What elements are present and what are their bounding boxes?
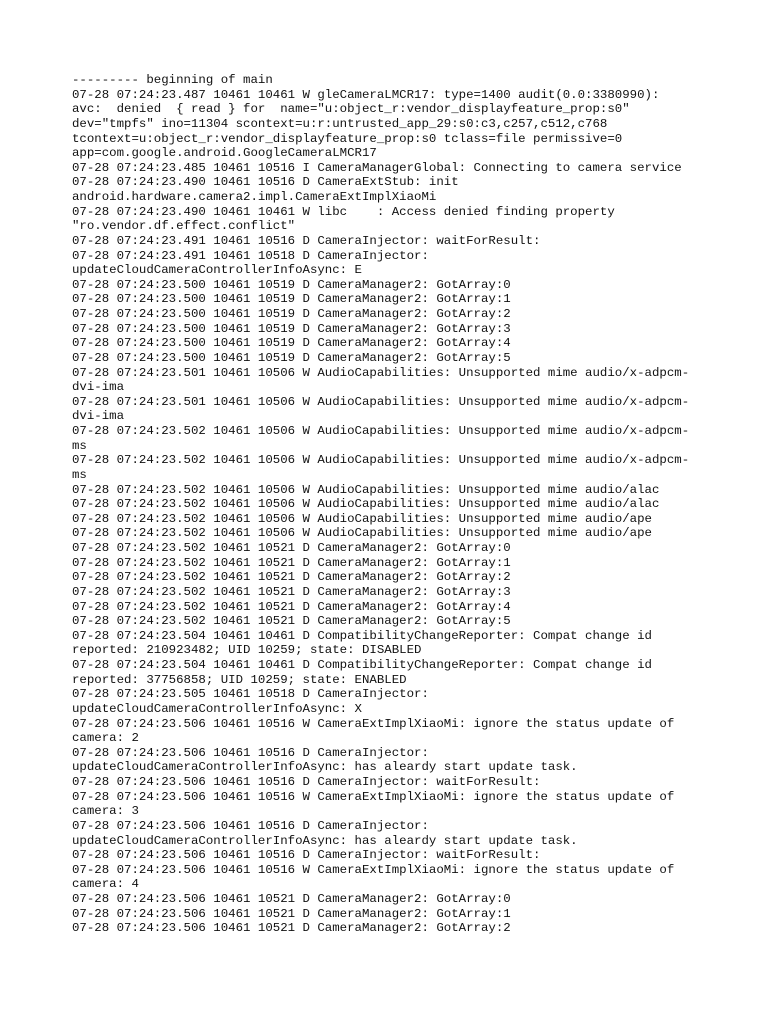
log-line: 07-28 07:24:23.502 10461 10506 W AudioCapabilities: Unsupported mime audio/alac <box>72 497 660 512</box>
log-line: ms <box>72 467 87 482</box>
log-line: 07-28 07:24:23.502 10461 10521 D CameraManager2: GotArray:2 <box>72 570 511 585</box>
log-line: 07-28 07:24:23.500 10461 10519 D CameraManager2: GotArray:1 <box>72 292 511 307</box>
log-line: android.hardware.camera2.impl.CameraExtImplXiaoMi <box>72 190 437 204</box>
log-line: dvi-ima <box>72 409 125 424</box>
log-line: 07-28 07:24:23.491 10461 10518 D CameraInjector: <box>72 248 429 263</box>
log-line: 07-28 07:24:23.506 10461 10516 W CameraExtImplXiaoMi: ignore the status update of <box>72 716 675 731</box>
log-line: 07-28 07:24:23.500 10461 10519 D CameraManager2: GotArray:5 <box>72 350 511 365</box>
log-line: app=com.google.android.GoogleCameraLMCR17 <box>72 146 377 161</box>
log-line: ms <box>72 438 87 453</box>
log-line: 07-28 07:24:23.506 10461 10516 D CameraInjector: <box>72 818 429 833</box>
log-line: 07-28 07:24:23.500 10461 10519 D CameraManager2: GotArray:2 <box>72 307 511 321</box>
log-line: 07-28 07:24:23.501 10461 10506 W AudioCapabilities: Unsupported mime audio/x-adpcm- <box>72 365 690 380</box>
log-line: 07-28 07:24:23.490 10461 10461 W libc : Access denied finding property <box>72 204 615 219</box>
log-line: 07-28 07:24:23.506 10461 10516 W CameraExtImplXiaoMi: ignore the status update of <box>72 789 675 804</box>
log-line: dev="tmpfs" ino=11304 scontext=u:r:untrusted_app_29:s0:c3,c257,c512,c768 <box>72 116 608 131</box>
log-line: 07-28 07:24:23.506 10461 10516 W CameraExtImplXiaoMi: ignore the status update of <box>72 862 675 877</box>
log-line: dvi-ima <box>72 380 125 395</box>
log-line: 07-28 07:24:23.501 10461 10506 W AudioCapabilities: Unsupported mime audio/x-adpcm- <box>72 394 690 409</box>
log-line: 07-28 07:24:23.506 10461 10516 D CameraInjector: waitForResult: <box>72 775 541 789</box>
log-line: camera: 2 <box>72 731 139 746</box>
log-line: 07-28 07:24:23.502 10461 10506 W AudioCapabilities: Unsupported mime audio/alac <box>72 482 660 497</box>
log-line: updateCloudCameraControllerInfoAsync: has aleardy start update task. <box>72 760 578 775</box>
log-line: updateCloudCameraControllerInfoAsync: E <box>72 263 362 278</box>
log-line: 07-28 07:24:23.500 10461 10519 D CameraManager2: GotArray:3 <box>72 321 511 336</box>
log-line: 07-28 07:24:23.502 10461 10521 D CameraManager2: GotArray:4 <box>72 599 511 614</box>
log-line: 07-28 07:24:23.485 10461 10516 I CameraManagerGlobal: Connecting to camera service <box>72 160 682 175</box>
log-document <box>72 73 712 936</box>
log-line: 07-28 07:24:23.502 10461 10506 W AudioCapabilities: Unsupported mime audio/x-adpcm- <box>72 424 690 438</box>
log-line: camera: 4 <box>72 877 139 892</box>
log-line: 07-28 07:24:23.502 10461 10506 W AudioCapabilities: Unsupported mime audio/ape <box>72 511 652 526</box>
log-line: 07-28 07:24:23.506 10461 10521 D CameraManager2: GotArray:2 <box>72 921 511 936</box>
log-line: camera: 3 <box>72 804 139 819</box>
log-line: 07-28 07:24:23.506 10461 10516 D CameraInjector: waitForResult: <box>72 848 541 863</box>
log-line: 07-28 07:24:23.502 10461 10521 D CameraManager2: GotArray:1 <box>72 555 511 570</box>
log-line: 07-28 07:24:23.502 10461 10521 D CameraManager2: GotArray:3 <box>72 584 511 599</box>
log-line: 07-28 07:24:23.502 10461 10521 D CameraManager2: GotArray:5 <box>72 614 511 629</box>
log-line: 07-28 07:24:23.491 10461 10516 D CameraInjector: waitForResult: <box>72 233 541 248</box>
log-line: reported: 37756858; UID 10259; state: ENABLED <box>72 672 407 687</box>
log-line: 07-28 07:24:23.502 10461 10506 W AudioCapabilities: Unsupported mime audio/x-adpcm- <box>72 453 690 468</box>
log-line: --------- beginning of main <box>72 73 273 87</box>
log-line: 07-28 07:24:23.505 10461 10518 D CameraInjector: <box>72 687 429 702</box>
log-line: 07-28 07:24:23.502 10461 10521 D CameraManager2: GotArray:0 <box>72 541 511 555</box>
log-line: 07-28 07:24:23.504 10461 10461 D CompatibilityChangeReporter: Compat change id <box>72 628 652 643</box>
log-line: "ro.vendor.df.effect.conflict" <box>72 219 296 234</box>
log-line: 07-28 07:24:23.506 10461 10521 D CameraManager2: GotArray:0 <box>72 892 511 906</box>
log-line: 07-28 07:24:23.502 10461 10506 W AudioCapabilities: Unsupported mime audio/ape <box>72 526 652 541</box>
log-line: 07-28 07:24:23.487 10461 10461 W gleCameraLMCR17: type=1400 audit(0.0:3380990): <box>72 87 660 102</box>
log-line: updateCloudCameraControllerInfoAsync: has aleardy start update task. <box>72 833 578 848</box>
log-line: tcontext=u:object_r:vendor_displayfeature_prop:s0 tclass=file permissive=0 <box>72 131 623 146</box>
log-line: 07-28 07:24:23.506 10461 10516 D CameraInjector: <box>72 745 429 760</box>
log-line: avc: denied { read } for name="u:object_r:vendor_displayfeature_prop:s0" <box>72 102 630 117</box>
log-line: updateCloudCameraControllerInfoAsync: X <box>72 701 362 716</box>
log-line: 07-28 07:24:23.504 10461 10461 D CompatibilityChangeReporter: Compat change id <box>72 658 652 672</box>
log-line: 07-28 07:24:23.490 10461 10516 D CameraExtStub: init <box>72 175 459 190</box>
log-line: reported: 210923482; UID 10259; state: DISABLED <box>72 643 422 658</box>
log-line: 07-28 07:24:23.500 10461 10519 D CameraManager2: GotArray:0 <box>72 277 511 292</box>
log-line: 07-28 07:24:23.500 10461 10519 D CameraManager2: GotArray:4 <box>72 336 511 351</box>
log-body <box>72 73 712 936</box>
log-line: 07-28 07:24:23.506 10461 10521 D CameraManager2: GotArray:1 <box>72 906 511 921</box>
